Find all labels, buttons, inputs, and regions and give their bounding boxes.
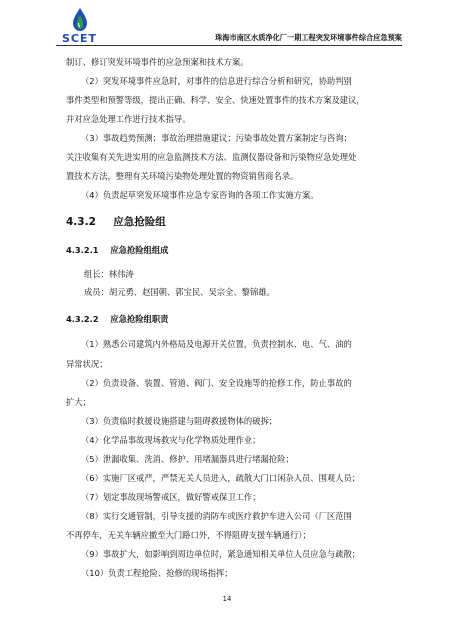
duty-item: （4）化学品事故现场救灾与化学物质处理作业； [81, 435, 261, 445]
text-line: 制订、修订突发环境事件的应急预案和技术方案。 [66, 57, 249, 67]
text-line: （2）突发环境事件应急时，对事件的信息进行综合分析和研究，协助判别 [81, 76, 352, 86]
page-header [56, 6, 402, 46]
subsection-title: 应急抢险组职责 [110, 314, 169, 324]
duty-item: （3）负责临时救援设施搭建与阻碍救援物体的破拆； [81, 416, 278, 426]
duty-item: （10）负责工程抢险、抢修的现场指挥； [81, 568, 233, 578]
leader-line: 组长：林伟涛 [84, 269, 134, 279]
text-line: 并对应急处理工作进行技术指导。 [66, 114, 191, 124]
section-heading [66, 214, 166, 229]
subsection-heading [66, 313, 168, 325]
text-line: 事件类型和预警等级，提出正确、科学、安全、快速处置事件的技术方案及建议， [66, 95, 365, 105]
scet-logo [56, 6, 116, 46]
members-line: 成员：胡元勇、赵国朝、郭宝民、吴宗全、黎锦雄。 [84, 287, 275, 297]
subsection-title: 应急抢险组组成 [110, 245, 169, 255]
section-title: 应急抢险组 [113, 216, 166, 228]
subsection-heading [66, 244, 168, 256]
duty-item: （6）实施厂区戒严，严禁无关人员进入，疏散大门口闲杂人员、围观人员； [81, 473, 361, 483]
text-line: 置技术方法，整理有关环境污染物处理处置的物资销售商名录。 [66, 171, 299, 181]
duty-item: （5）泄漏收集、洗消、修护、用堵漏器具进行堵漏抢险； [81, 454, 294, 464]
duty-item: （7）划定事故现场警戒区，做好警戒保卫工作； [81, 492, 261, 502]
text-line: （4）负责起草突发环境事件应急专家咨询的各项工作实施方案。 [81, 190, 319, 200]
header-divider [56, 45, 402, 46]
duty-item: （9）事故扩大，如影响到周边单位时，紧急通知相关单位人员应急与疏散； [81, 549, 361, 559]
logo-text: SCET [62, 32, 98, 45]
subsection-number: 4.3.2.1 [66, 245, 99, 255]
duty-item: 异常状况； [66, 359, 108, 369]
duty-item: （8）实行交通管制，引导支援的消防车或医疗救护车进入公司（厂区范围 [81, 511, 352, 521]
text-line: 关注收集有关先进实用的应急监测技术方法、监测仪器设备和污染物应急处理处 [66, 152, 357, 162]
text-line: （3）事故趋势预测；事故治理措施建议；污染事故处置方案制定与咨询； [81, 133, 352, 143]
logo-drop-icon [56, 6, 116, 32]
duty-item: 扩大； [66, 397, 91, 407]
duty-item: （2）负责设备、装置、管道、阀门、安全设施等的抢修工作，防止事故的 [81, 378, 352, 388]
page-number: 14 [222, 595, 232, 603]
duty-item: 不再停车，无关车辆应撤至大门路口外，不得阻碍支援车辆通行）； [66, 530, 311, 540]
document-title: 珠海市南区水质净化厂一期工程突发环境事件综合应急预案 [215, 33, 402, 42]
subsection-number: 4.3.2.2 [66, 314, 99, 324]
section-number: 4.3.2 [66, 216, 96, 228]
duty-item: （1）熟悉公司建筑内外格局及电源开关位置，负责控制水、电、气、油的 [81, 339, 352, 349]
